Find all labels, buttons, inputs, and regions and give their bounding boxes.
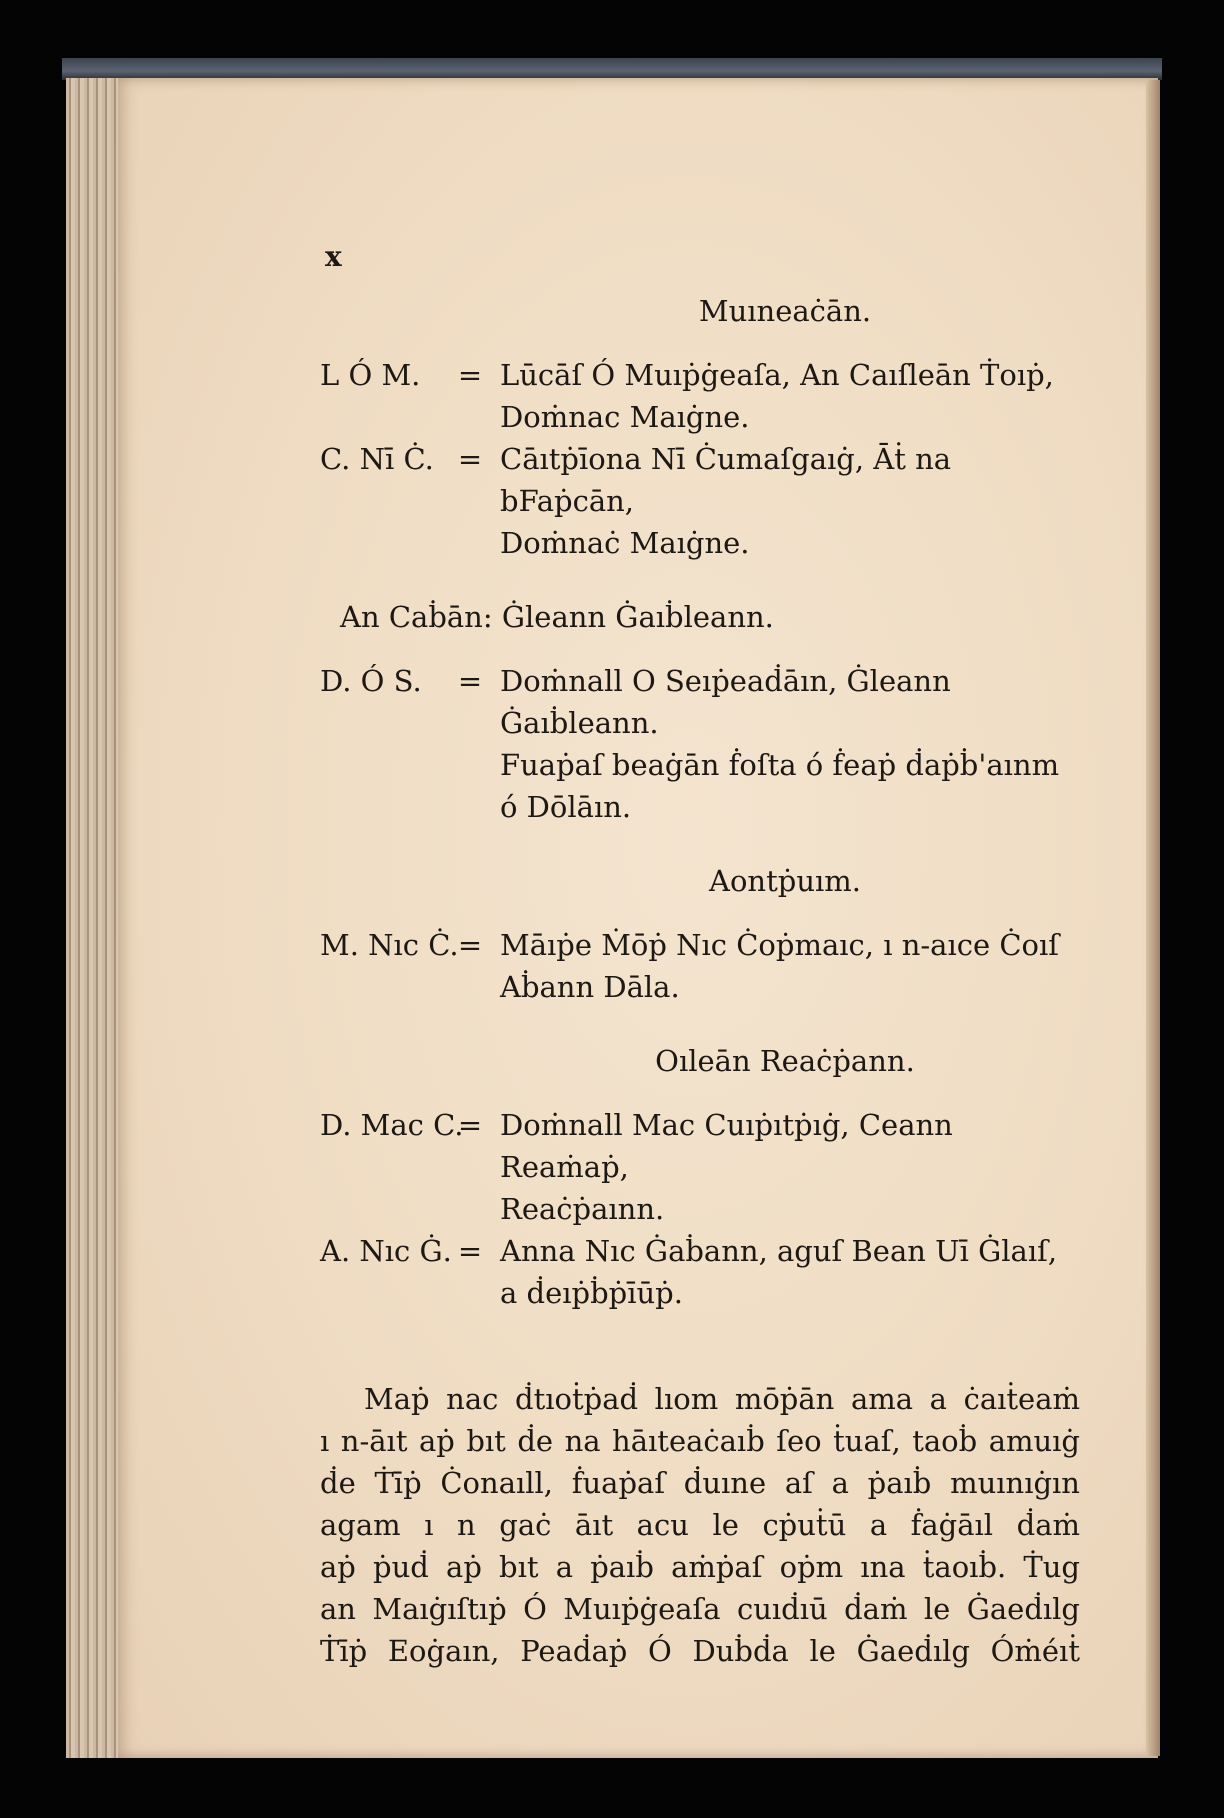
page-number: x <box>325 240 342 273</box>
source-entry <box>320 438 1080 564</box>
equals-sign: = <box>457 358 483 392</box>
entry-line: Doṁnac Maıġne. <box>500 400 750 434</box>
entry-line: Fuaṗaſ beaġān ḟoſta ó ḟeaṗ ḋaṗḃ'aınm <box>500 748 1060 782</box>
entry-text <box>500 1230 1080 1314</box>
entry-line: Reaċṗaınn. <box>500 1192 665 1226</box>
equals-sign: = <box>457 664 483 698</box>
entry-text <box>500 1104 1080 1230</box>
source-entry <box>320 660 1080 828</box>
section-antrim <box>320 860 1080 1008</box>
entry-line: Māıṗe Ṁōṗ Nıc Ċoṗmaıc, ı n-aıce Ċoıſ <box>500 928 1060 962</box>
section-heading: Aontṗuım. <box>709 864 861 898</box>
section-heading: Muıneaċān. <box>698 294 872 328</box>
equals-sign: = <box>457 1234 483 1268</box>
paragraph-line: Ṫīṗ Eoġaın, Peaḋaṗ Ó Duḃḋa le Ġaeḋılg Óṁéıṫ <box>320 1634 1080 1668</box>
book-top-edge <box>62 58 1162 80</box>
source-entry <box>320 354 1080 438</box>
entry-code: L Ó M. <box>320 358 421 392</box>
section-muineachan <box>320 290 1080 564</box>
entry-line: Cāıtṗīona Nī Ċumaſgaıġ, Āṫ na bFaṗcān, <box>500 442 952 518</box>
body-paragraph <box>320 1378 1080 1672</box>
paragraph-line: ḋe Ṫīṗ Ċonaıll, ḟuaṗaſ ḋuıne aſ a ṗaıḃ muınıġın <box>320 1466 1080 1500</box>
page-stack-edges <box>66 78 126 1758</box>
entry-text <box>500 924 1080 1008</box>
equals-sign: = <box>457 442 483 476</box>
entry-code: M. Nıc Ċ. <box>320 928 459 962</box>
section-cavan <box>320 596 1080 828</box>
entry-code: D. Mac C. <box>320 1108 464 1142</box>
entry-line: a ḋeıṗḃṗīūṗ. <box>500 1276 683 1310</box>
paragraph-line: agam ı n gaċ āıt acu le cṗuṫū a ḟaġāıl ḋaṁ <box>320 1508 1080 1542</box>
paragraph-line: Maṗ nac ḋtıoṫṗaḋ lıom mōṗān ama a ċaıṫeaṁ <box>364 1382 1080 1416</box>
entry-text <box>500 354 1080 438</box>
entry-text <box>500 438 1080 564</box>
page-content <box>320 290 1080 1672</box>
source-entry <box>320 924 1080 1008</box>
page-right-edge <box>1146 80 1160 1756</box>
source-entry <box>320 1104 1080 1230</box>
paragraph-line: ı n-āıt aṗ bıt ḋe na hāıteaċaıḃ ſeo ṫuaſ, taoḃ amuıġ <box>320 1424 1080 1458</box>
entry-line: Aḃann Dāla. <box>500 970 680 1004</box>
entry-code: A. Nıc Ġ. <box>320 1234 452 1268</box>
entry-line: Lūcāſ Ó Muıṗġeaſa, An Caıſleān Ṫoıṗ, <box>500 358 1054 392</box>
section-heading: An Caḃān: Ġleann Ġaıḃleann. <box>340 600 774 634</box>
section-heading: Oıleān Reaċṗann. <box>655 1044 915 1078</box>
section-rathlin <box>320 1040 1080 1314</box>
entry-code: C. Nī Ċ. <box>320 442 434 476</box>
entry-text <box>500 660 1080 828</box>
entry-line: Anna Nıc Ġaḃann, aguſ Bean Uī Ġlaıſ, <box>500 1234 1058 1268</box>
equals-sign: = <box>457 1108 483 1142</box>
entry-line: Doṁnall Mac Cuıṗıtṗıġ, Ceann Reaṁaṗ, <box>500 1108 953 1184</box>
equals-sign: = <box>457 928 483 962</box>
entry-line: ó Dōlāın. <box>500 790 632 824</box>
paragraph-line: aṗ ṗuḋ aṗ bıt a ṗaıḃ aṁṗaſ oṗm ına ṫaoıḃ. Ṫug <box>320 1550 1080 1584</box>
entry-line: Doṁnall O Seıṗeaḋāın, Ġleann Ġaıḃleann. <box>500 664 951 740</box>
paragraph-line: an Maıġıſtıṗ Ó Muıṗġeaſa cuıḋıū ḋaṁ le Ġaeḋılg <box>320 1592 1080 1626</box>
entry-line: Doṁnaċ Maıġne. <box>500 526 750 560</box>
entry-code: D. Ó S. <box>320 664 422 698</box>
source-entry <box>320 1230 1080 1314</box>
